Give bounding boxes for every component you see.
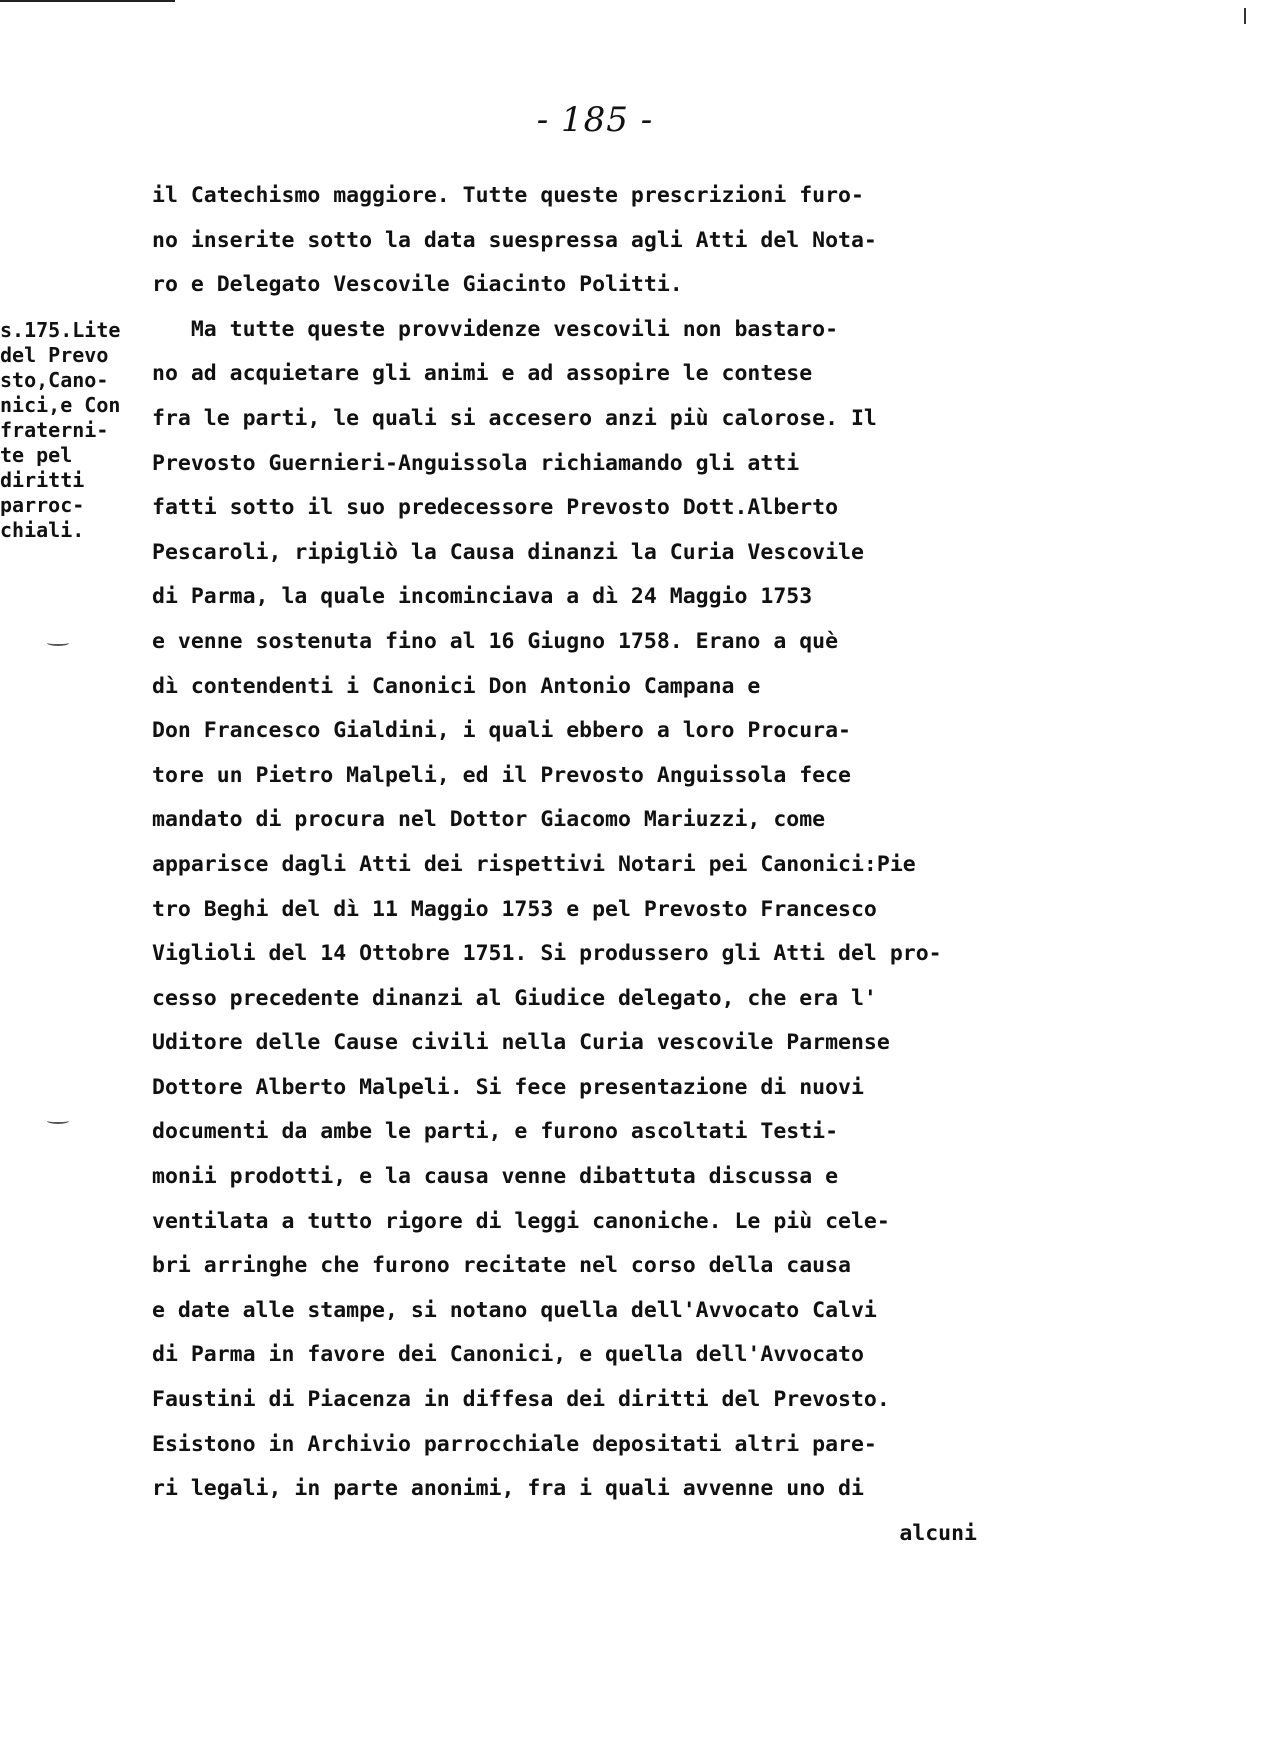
catchword: alcuni <box>899 1520 977 1546</box>
text-line: no inserite sotto la data suespressa agli Atti del Nota- <box>152 227 877 253</box>
text-line: e date alle stampe, si notano quella dell'Avvocato Calvi <box>152 1297 877 1323</box>
text-line: il Catechismo maggiore. Tutte queste prescrizioni furo- <box>152 183 864 208</box>
text-line: tro Beghi del dì 11 Maggio 1753 e pel Prevosto Francesco <box>152 896 877 922</box>
margin-note-line: parroc- <box>0 493 85 517</box>
text-line: monii prodotti, e la causa venne dibattuta discussa e <box>152 1164 839 1190</box>
text-line: Esistono in Archivio parrocchiale depositati altri pare- <box>152 1431 877 1457</box>
text-line: Dottore Alberto Malpeli. Si fece presentazione di nuovi <box>152 1074 864 1100</box>
text-line: cesso precedente dinanzi al Giudice delegato, che era l' <box>152 985 877 1011</box>
text-line: bri arringhe che furono recitate nel corso della causa <box>152 1253 851 1279</box>
text-line: ri legali, in parte anonimi, fra i quali avvenne uno di <box>152 1476 864 1502</box>
page-number: - 185 - <box>536 100 654 140</box>
margin-note-line: diritti <box>0 468 85 492</box>
text-line: e venne sostenuta fino al 16 Giugno 1758. Erano a què <box>152 628 839 654</box>
text-line: Don Francesco Gialdini, i quali ebbero a loro Procura- <box>152 718 851 744</box>
top-rule <box>0 0 175 2</box>
margin-note-line: s.175.Lite <box>0 318 121 342</box>
corner-mark <box>1244 8 1246 24</box>
text-line: Prevosto Guernieri-Anguissola richiamando gli atti <box>152 450 800 476</box>
text-line: no ad acquietare gli animi e ad assopire le contese <box>152 361 813 387</box>
text-line: fra le parti, le quali si accesero anzi più calorose. Il <box>152 405 877 431</box>
text-line: Pescaroli, ripigliò la Causa dinanzi la Curia Vescovile <box>152 539 864 565</box>
margin-note-line: sto,Cano- <box>0 368 109 392</box>
text-line: tore un Pietro Malpeli, ed il Prevosto Anguissola fece <box>152 762 851 788</box>
scan-mark <box>47 640 69 646</box>
text-line: ventilata a tutto rigore di leggi canoniche. Le più cele- <box>152 1208 890 1234</box>
margin-note-line: fraterni- <box>0 418 109 442</box>
scan-mark <box>47 1118 69 1124</box>
text-line: di Parma, la quale incominciava a dì 24 Maggio 1753 <box>152 584 813 610</box>
text-line: Faustini di Piacenza in diffesa dei diritti del Prevosto. <box>152 1387 890 1413</box>
text-line: fatti sotto il suo predecessore Prevosto Dott.Alberto <box>152 495 839 521</box>
text-line: dì contendenti i Canonici Don Antonio Campana e <box>152 673 761 699</box>
margin-note-line: del Prevo <box>0 343 109 367</box>
margin-note-line: chiali. <box>0 518 85 542</box>
text-line: documenti da ambe le parti, e furono ascoltati Testi- <box>152 1119 839 1145</box>
text-line: Ma tutte queste provvidenze vescovili non bastaro- <box>152 316 839 342</box>
text-line: Uditore delle Cause civili nella Curia vescovile Parmense <box>152 1030 890 1056</box>
text-line: di Parma in favore dei Canonici, e quella dell'Avvocato <box>152 1342 864 1368</box>
margin-note-line: te pel <box>0 443 73 467</box>
text-line: mandato di procura nel Dottor Giacomo Mariuzzi, come <box>152 807 826 833</box>
text-line: apparisce dagli Atti dei rispettivi Notari pei Canonici:Pie <box>152 851 916 877</box>
margin-note-line: nici,e Con <box>0 393 121 417</box>
margin-note <box>0 318 150 543</box>
text-line: Viglioli del 14 Ottobre 1751. Si produssero gli Atti del pro- <box>152 941 942 967</box>
body-text <box>152 181 1262 1563</box>
text-line: ro e Delegato Vescovile Giacinto Politti. <box>152 272 683 298</box>
